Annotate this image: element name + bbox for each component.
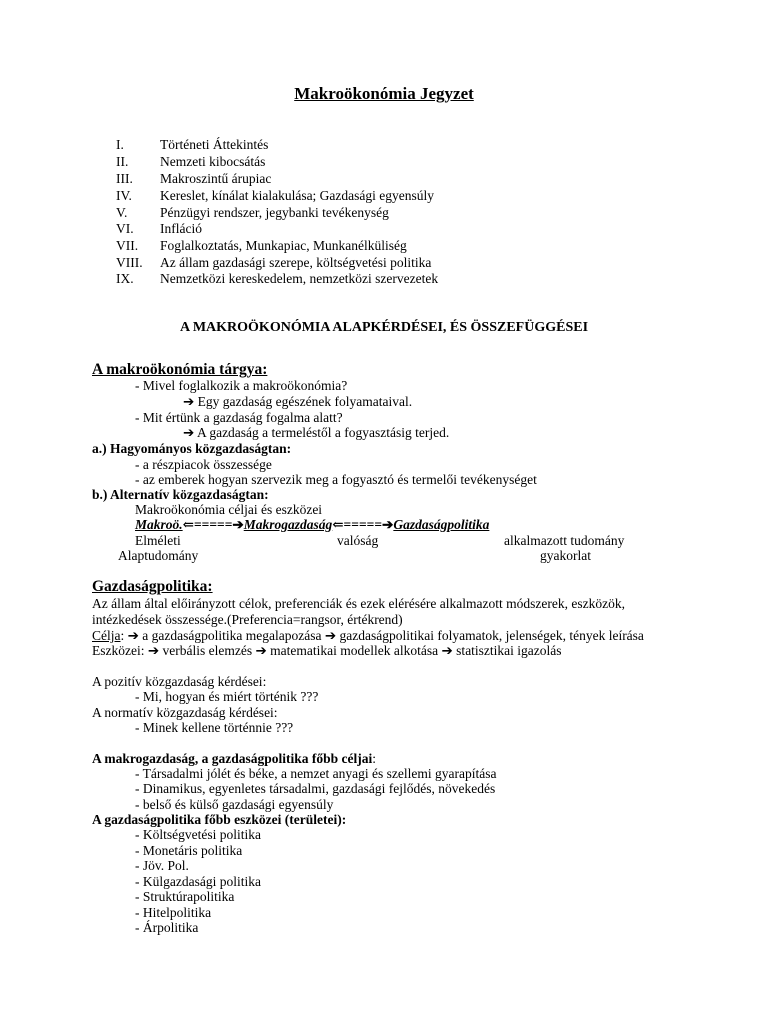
text-line: A normatív közgazdaság kérdései:: [92, 705, 278, 720]
list-item: - Költségvetési politika: [135, 827, 261, 842]
text-line: Eszközei: ➔ verbális elemzés ➔ matematikai modellek alkotása ➔ statisztikai igazolás: [92, 643, 562, 658]
goal-text: : ➔ a gazdaságpolitika megalapozása ➔ gazdaságpolitikai folyamatok, jelenségek, tények leírása: [120, 628, 644, 643]
page-title: Makroökonómia Jegyzet: [294, 84, 474, 103]
goals-heading: [92, 751, 376, 767]
chain-term: Gazdaságpolitika: [393, 517, 490, 532]
tools-heading: A gazdaságpolitika főbb eszközei (területei):: [92, 812, 347, 827]
text-line: intézkedések összessége.(Preferencia=rangsor, értékrend): [92, 612, 403, 627]
toc-text: Makroszintű árupiac: [160, 171, 272, 186]
toc-text: Nemzetközi kereskedelem, nemzetközi szervezetek: [160, 271, 439, 286]
toc-text: Az állam gazdasági szerepe, költségvetési politika: [160, 255, 432, 270]
answer-line: ➔ Egy gazdaság egészének folyamataival.: [183, 394, 413, 409]
toc-number: I.: [116, 137, 124, 152]
list-item: - Struktúrapolitika: [135, 889, 235, 904]
relationship-chain: [135, 517, 489, 533]
toc-text: Kereslet, kínálat kialakulása; Gazdasági egyensúly: [160, 188, 435, 203]
toc-text: Nemzeti kibocsátás: [160, 154, 266, 169]
section-heading: A MAKROÖKONÓMIA ALAPKÉRDÉSEI, ÉS ÖSSZEFÜGGÉSEI: [179, 320, 589, 335]
text-line: [92, 628, 644, 644]
toc-number: II.: [116, 154, 129, 169]
goal-label: Célja: [92, 628, 121, 643]
chain-term: Makrogazdaság: [243, 517, 333, 532]
list-item: - Jöv. Pol.: [135, 858, 189, 873]
list-item: - Hitelpolitika: [135, 905, 212, 920]
toc-number: VII.: [116, 238, 139, 253]
goals-heading-text: A makrogazdaság, a gazdaságpolitika főbb céljai: [92, 751, 373, 766]
subject-heading: A makroökonómia tárgya:: [92, 361, 268, 378]
toc-number: VI.: [116, 221, 134, 236]
chain-term: Makroö.: [135, 517, 183, 532]
toc-text: Infláció: [160, 221, 202, 236]
list-item: - a részpiacok összessége: [135, 457, 272, 472]
text-line: Az állam által előirányzott célok, preferenciák és ezek elérésére alkalmazott módszerek, eszközök,: [92, 596, 625, 611]
economic-policy-heading: Gazdaságpolitika:: [92, 578, 213, 595]
list-item: - Árpolitika: [135, 920, 199, 935]
toc-text: Pénzügyi rendszer, jegybanki tevékenység: [160, 205, 389, 220]
traditional-economics-heading: a.) Hagyományos közgazdaságtan:: [92, 441, 292, 456]
alternative-economics-heading: b.) Alternatív közgazdaságtan:: [92, 487, 269, 502]
question-line: - Mit értünk a gazdaság fogalma alatt?: [135, 410, 343, 425]
text-line: valóság: [337, 533, 379, 548]
list-item: - belső és külső gazdasági egyensúly: [135, 797, 334, 812]
double-arrow-icon: ⇐=====➔: [182, 517, 244, 532]
toc-number: III.: [116, 171, 133, 186]
list-item: - Mi, hogyan és miért történik ???: [135, 689, 319, 704]
list-item: - Dinamikus, egyenletes társadalmi, gazdasági fejlődés, növekedés: [135, 781, 496, 796]
answer-line: ➔ A gazdaság a termeléstől a fogyasztásig terjed.: [183, 425, 450, 440]
text-line: Alaptudomány: [118, 548, 199, 563]
toc-text: Történeti Áttekintés: [160, 137, 269, 152]
list-item: - az emberek hogyan szervezik meg a fogyasztó és termelői tevékenységet: [135, 472, 537, 487]
double-arrow-icon: ⇐=====➔: [332, 517, 394, 532]
list-item: - Monetáris politika: [135, 843, 243, 858]
toc-number: V.: [116, 205, 128, 220]
list-item: - Társadalmi jólét és béke, a nemzet anyagi és szellemi gyarapítása: [135, 766, 497, 781]
toc-text: Foglalkoztatás, Munkapiac, Munkanélküliség: [160, 238, 407, 253]
list-item: - Külgazdasági politika: [135, 874, 261, 889]
goals-heading-colon: :: [372, 751, 377, 766]
toc-number: VIII.: [116, 255, 143, 270]
text-line: Makroökonómia céljai és eszközei: [135, 502, 323, 517]
toc-number: IX.: [116, 271, 134, 286]
question-line: - Mivel foglalkozik a makroökonómia?: [135, 378, 348, 393]
text-line: gyakorlat: [540, 548, 591, 563]
toc-number: IV.: [116, 188, 132, 203]
list-item: - Minek kellene történnie ???: [135, 720, 294, 735]
text-line: Elméleti: [135, 533, 181, 548]
text-line: alkalmazott tudomány: [504, 533, 625, 548]
text-line: A pozitív közgazdaság kérdései:: [92, 674, 267, 689]
